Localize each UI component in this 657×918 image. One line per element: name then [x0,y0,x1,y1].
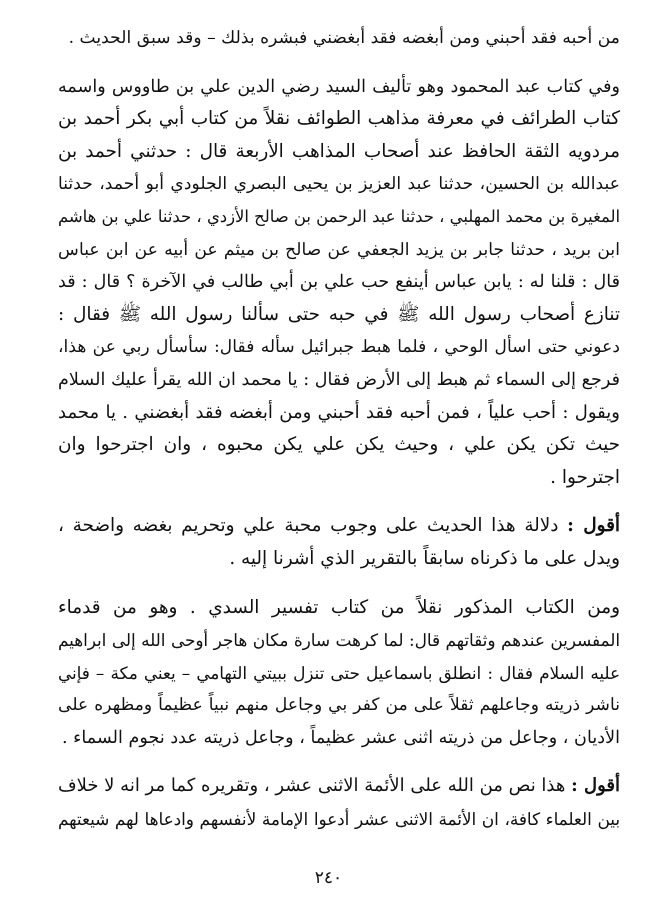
text-line: فرجع إلى السماء ثم هبط إلى الأرض فقال : يا محمد ان الله يقرأ عليك السلام [58,369,620,390]
text-line [58,510,620,543]
text-line: ويقول : أحب علياً ، فمن أحبه فقد أحبني ومن أبغضه فقد أبغضني . يا محمد [58,401,620,423]
paragraph-lead: أقول : [567,515,620,537]
text-line: من أحبه فقد أحبني ومن أبغضه فقد أبغضني فبشره بذلك – وقد سبق الحديث . [68,28,620,48]
text-line: ابن بريد ، حدثنا جابر بن يزيد الجعفي عن صالح بن ميثم عن أبيه عن ابن عباس [58,239,620,260]
paragraph-1 [58,22,620,55]
text-line: ويدل على ما ذكرناه سابقاً بالتقرير الذي أشرنا إليه . [229,547,620,569]
paragraph-lead: أقول : [571,775,620,797]
text-line: ناشر ذريته وجاعلهم ثقلاً على من كفر بي وجاعل منهم نبياً عظيماً ومظهره على [58,695,620,716]
paragraph-4 [58,592,620,755]
text-line: عبدالله بن الحسين، حدثنا عبد العزيز بن يحيى البصري الجلودي أبو أحمد، حدثنا [58,174,620,195]
page-number: ٢٤٠ [314,868,343,888]
text-line-rest: دلالة هذا الحديث على وجوب محبة علي وتحريم بغضه واضحة ، [58,515,568,537]
text-line: بين العلماء كافة، ان الأئمة الاثنى عشر أدعوا الإمامة لأنفسهم وادعاها لهم شيعتهم [58,809,620,830]
page-body [58,22,620,836]
text-line: عليه السلام فقال : انطلق باسماعيل حتى تنزل ببيتي التهامي – يعني مكة – فإني [58,662,620,683]
text-line-rest: هذا نص من الله على الأئمة الاثنى عشر ، وتقريره كما مر انه لا خلاف [57,775,572,797]
text-line: حيث تكن يكن علي ، وحيث يكن علي يكن محبوه ، وان اجترحوا وان [58,434,620,456]
paragraph-5 [58,770,620,835]
text-line [58,770,620,803]
text-line: المغيرة بن محمد المهلبي ، حدثنا عبد الرحمن بن صالح الأزدي ، حدثنا علي بن هاشم [58,206,620,226]
text-line: دعوني حتى اسأل الوحي ، فلما هبط جبرائيل سأله فقال: سأسأل ربي عن هذا، [58,337,620,358]
text-line: كتاب الطرائف في معرفة مذاهب الطوائف نقلاً من كتاب أبي بكر أحمد بن [58,108,620,130]
text-line: اجترحوا . [550,466,620,488]
text-line: وفي كتاب عبد المحمود وهو تأليف السيد رضي الدين علي بن طاووس واسمه [58,76,620,97]
text-line: قال : قلنا له : يابن عباس أينفع حب علي بن أبي طالب في الآخرة ؟ قال : قد [58,272,620,293]
paragraph-3 [58,510,620,575]
paragraph-2 [58,71,620,495]
text-line: ومن الكتاب المذكور نقلاً من كتاب تفسير السدي . وهو من قدماء [58,596,620,618]
text-line: الأديان ، وجاعل من ذريته اثنى عشر عظيماً ، وجاعل ذريته عدد نجوم السماء . [61,727,620,748]
text-line: المفسرين عندهم وثقاتهم قال: لما كرهت سارة مكان هاجر أوحى الله إلى ابراهيم [58,630,620,651]
text-line: تنازع أصحاب رسول الله ﷺ في حبه حتى سألنا رسول الله ﷺ فقال : [58,303,620,325]
text-line: مردويه الثقة الحافظ عند أصحاب المذاهب الأربعة قال : حدثني أحمد بن [58,140,620,162]
